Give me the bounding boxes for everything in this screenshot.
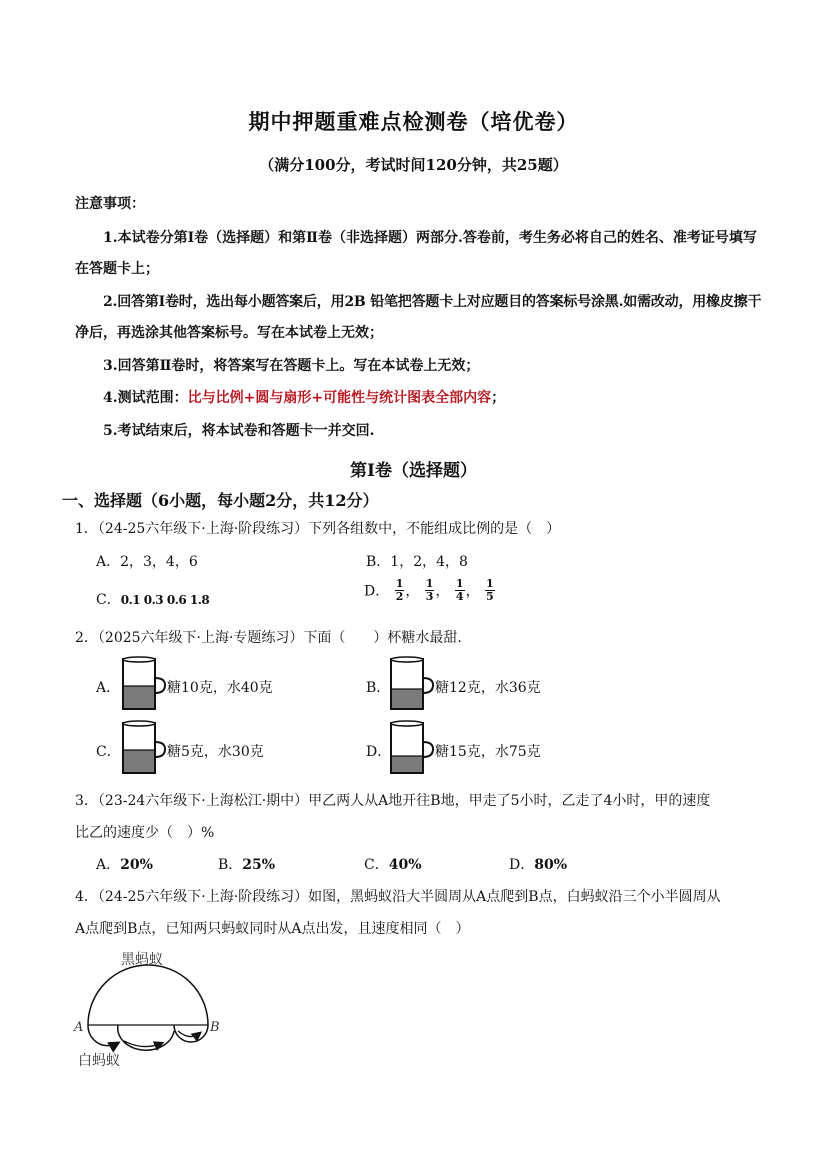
option-value: 20% — [120, 857, 153, 873]
notice-item-4-prefix: 4.测试范围： — [103, 390, 188, 406]
fraction: $\frac{1}{2}$ — [395, 577, 404, 603]
question-3-stem-line-1: 3．（23-24六年级下·上海松江·期中）甲乙两人从A地开往B地，甲走了5小时，乙走了4小时，甲的速度 — [75, 793, 711, 809]
separator: ， — [465, 583, 480, 600]
question-1-stem: 1．（24-25六年级下·上海·阶段练习）下列各组数中，不能组成比例的是（ ） — [75, 521, 561, 537]
question-2-option-d-label: D． — [366, 744, 392, 760]
ant-semicircle-diagram — [66, 945, 236, 1075]
question-2-option-a-label: A． — [96, 680, 121, 696]
notice-item-1-line-1: 1.本试卷分第Ⅰ卷（选择题）和第Ⅱ卷（非选择题）两部分.答卷前，考生务必将自己的姓名、准考证号填写 — [103, 230, 757, 246]
page-title: 期中押题重难点检测卷（培优卷） — [248, 109, 579, 134]
black-ant-label: 黑蚂蚁 — [121, 952, 163, 968]
large-semicircle — [88, 965, 208, 1025]
notice-item-4-suffix: ； — [491, 390, 506, 406]
part-heading: 一、选择题（6小题，每小题2分，共12分） — [62, 491, 379, 510]
separator: ， — [435, 583, 450, 600]
notice-heading: 注意事项： — [75, 196, 145, 212]
small-semicircle — [88, 1025, 118, 1046]
option-d-label: D． — [364, 583, 390, 600]
sugar-water-cup-icon — [387, 720, 435, 776]
white-ant-label: 白蚂蚁 — [78, 1053, 120, 1069]
section-title: 第Ⅰ卷（选择题） — [350, 461, 477, 481]
fraction: $\frac{1}{3}$ — [425, 577, 434, 603]
point-b-label: B — [210, 1020, 220, 1035]
question-2-option-b-text: 糖12克，水36克 — [435, 680, 541, 696]
option-label: B． — [218, 857, 243, 873]
question-1-option-c — [96, 589, 209, 609]
question-1-option-d — [364, 578, 496, 603]
notice-item-2-line-2: 净后，再选涂其他答案标号。写在本试卷上无效； — [75, 325, 383, 341]
separator: ， — [405, 583, 420, 600]
question-4-stem-line-2: A点爬到B点，已知两只蚂蚁同时从A点出发，且速度相同（ ） — [75, 921, 470, 937]
question-1-option-b: B．1，2，4，8 — [366, 554, 468, 570]
small-semicircle — [174, 1025, 208, 1042]
sugar-water-cup-icon — [119, 656, 167, 712]
arrow — [178, 1031, 200, 1037]
point-a-label: A — [74, 1020, 84, 1035]
option-value: 80% — [534, 857, 568, 873]
option-c-label: C． — [96, 592, 121, 608]
question-3-option-d — [509, 854, 567, 874]
fraction: $\frac{1}{5}$ — [486, 577, 494, 603]
question-3-stem-line-2: 比乙的速度少（ ）% — [75, 825, 215, 841]
question-2-option-c-text: 糖5克，水30克 — [167, 744, 264, 760]
option-label: D． — [509, 857, 535, 873]
notice-item-2-line-1: 2.回答第Ⅰ卷时，选出每小题答案后，用2B 铅笔把答题卡上对应题目的答案标号涂黑.如需改动，用橡皮擦干 — [103, 294, 762, 310]
fraction: $\frac{1}{4}$ — [455, 577, 464, 603]
question-3-option-b — [218, 854, 275, 874]
notice-item-5: 5.考试结束后，将本试卷和答题卡一并交回. — [103, 423, 375, 439]
question-3-option-a — [96, 854, 153, 874]
question-2-stem: 2．（2025六年级下·上海·专题练习）下面（ ）杯糖水最甜. — [75, 630, 462, 646]
option-label: A． — [96, 857, 121, 873]
question-2-option-d-text: 糖15克，水75克 — [435, 744, 541, 760]
page-subtitle: （满分100分，考试时间120分钟，共25题） — [259, 156, 568, 174]
question-1-option-a: A．2，3，4，6 — [96, 554, 198, 570]
question-3-option-c — [364, 854, 422, 874]
option-value: 25% — [242, 857, 276, 873]
notice-item-3: 3.回答第Ⅱ卷时，将答案写在答题卡上。写在本试卷上无效； — [103, 358, 480, 374]
test-range-text: 比与比例+圆与扇形+可能性与统计图表全部内容 — [187, 390, 492, 406]
notice-item-1-line-2: 在答题卡上； — [75, 261, 159, 277]
notice-item-4 — [103, 387, 505, 407]
option-label: C． — [364, 857, 389, 873]
question-2-option-c-label: C． — [96, 744, 121, 760]
sugar-water-cup-icon — [387, 656, 435, 712]
question-2-option-a-text: 糖10克，水40克 — [167, 680, 273, 696]
question-2-option-b-label: B． — [366, 680, 391, 696]
option-value: 40% — [388, 857, 422, 873]
option-c-value: 0.1 0.3 0.6 1.8 — [120, 593, 210, 607]
sugar-water-cup-icon — [119, 720, 167, 776]
question-4-stem-line-1: 4．（24-25六年级下·上海·阶段练习）如图，黑蚂蚁沿大半圆周从A点爬到B点，白蚂蚁沿三个小半圆周从 — [75, 889, 721, 905]
